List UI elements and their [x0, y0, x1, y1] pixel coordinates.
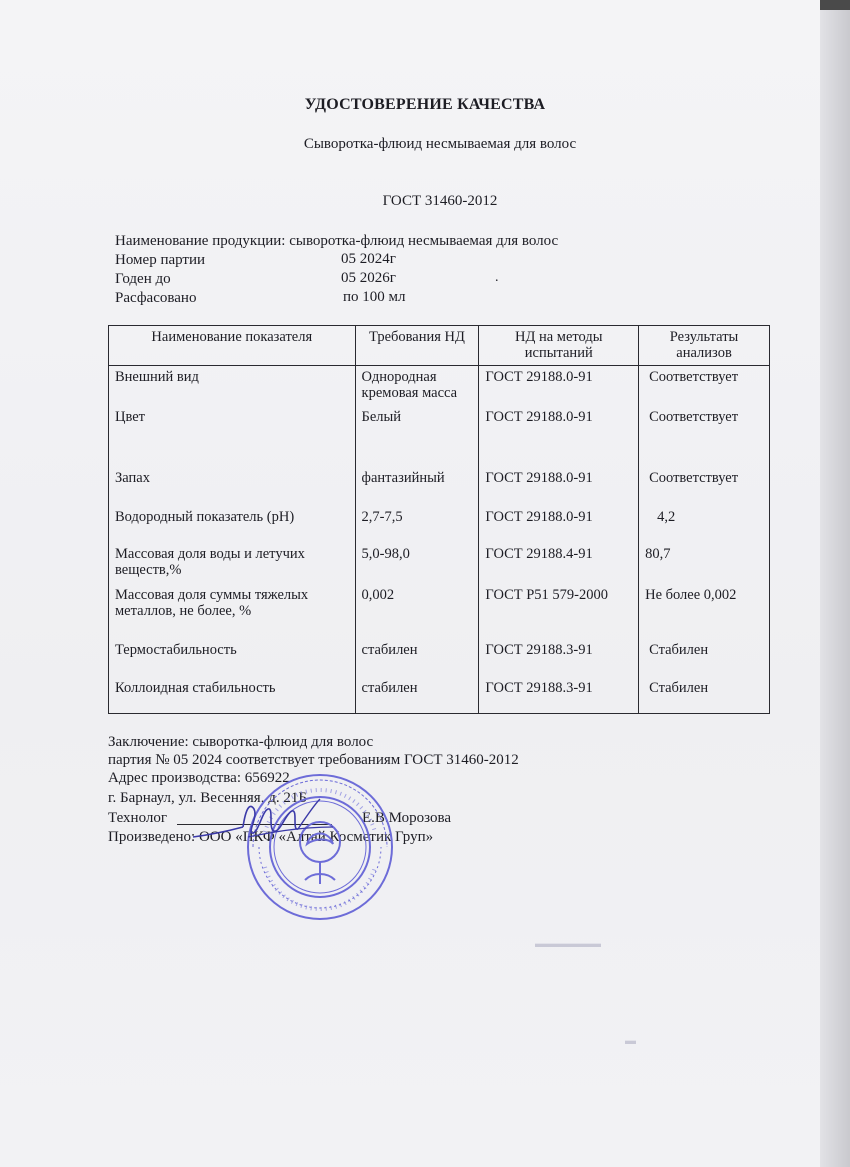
faint-bleed-through: ▬▬▬▬▬▬ — [535, 938, 601, 950]
cell-indicator: Внешний вид — [109, 366, 356, 406]
cell-result: Не более 0,002 — [639, 584, 770, 639]
header-requirements: Требования НД — [355, 326, 479, 366]
cell-method: ГОСТ 29188.3-91 — [479, 677, 639, 714]
expiry-value: 05 2026г — [341, 270, 396, 286]
cell-result: Стабилен — [639, 677, 770, 714]
cell-method: ГОСТ 29188.0-91 — [479, 467, 639, 506]
standard-reference: ГОСТ 31460-2012 — [382, 193, 498, 209]
cell-requirement: Белый — [355, 406, 479, 467]
cell-requirement: фантазийный — [355, 467, 479, 506]
cell-requirement: 2,7-7,5 — [355, 506, 479, 543]
header-results: Результаты анализов — [639, 326, 770, 366]
cell-indicator: Водородный показатель (pH) — [109, 506, 356, 543]
cell-requirement: Однородная кремовая масса — [355, 366, 479, 406]
cell-indicator: Массовая доля суммы тяжелых металлов, не более, % — [109, 584, 356, 639]
producer-line: Произведено: ООО «ПКФ «Алтай Косметик Груп» — [108, 829, 434, 845]
conclusion-line-2: партия № 05 2024 соответствует требованиям ГОСТ 31460-2012 — [108, 752, 519, 768]
document-title: УДОСТОВЕРЕНИЕ КАЧЕСТВА — [304, 96, 546, 113]
table-row — [109, 366, 770, 406]
cell-method: ГОСТ 29188.0-91 — [479, 506, 639, 543]
technologist-label: Технолог — [108, 810, 168, 826]
cell-result: Соответствует — [639, 366, 770, 406]
company-stamp-icon — [245, 772, 395, 922]
batch-number-value: 05 2024г — [341, 251, 396, 267]
page-edge-corner — [820, 0, 850, 10]
table-row — [109, 584, 770, 639]
cell-indicator: Коллоидная стабильность — [109, 677, 356, 714]
cell-indicator: Термостабильность — [109, 639, 356, 677]
table-row — [109, 543, 770, 584]
table-row — [109, 506, 770, 543]
table-row — [109, 639, 770, 677]
address-line-1: Адрес производства: 656922 — [108, 770, 290, 786]
cell-method: ГОСТ 29188.0-91 — [479, 366, 639, 406]
quality-table — [108, 325, 770, 714]
cell-requirement: стабилен — [355, 639, 479, 677]
cell-method: ГОСТ 29188.3-91 — [479, 639, 639, 677]
cell-result: 80,7 — [639, 543, 770, 584]
cell-indicator: Массовая доля воды и летучих веществ,% — [109, 543, 356, 584]
product-name-line: Наименование продукции: сыворотка-флюид несмываемая для волос — [115, 233, 559, 249]
cell-result: Соответствует — [639, 467, 770, 506]
table-row — [109, 467, 770, 506]
header-indicator: Наименование показателя — [109, 326, 356, 366]
cell-method: ГОСТ 29188.4-91 — [479, 543, 639, 584]
page-edge — [820, 0, 850, 1167]
cell-method: ГОСТ 29188.0-91 — [479, 406, 639, 467]
packaging-value: по 100 мл — [343, 289, 406, 305]
product-subtitle: Сыворотка-флюид несмываемая для волос — [303, 136, 577, 152]
table-row — [109, 406, 770, 467]
cell-result: 4,2 — [639, 506, 770, 543]
cell-indicator: Запах — [109, 467, 356, 506]
cell-method: ГОСТ Р51 579-2000 — [479, 584, 639, 639]
faint-bleed-through: ▬ — [625, 1035, 636, 1047]
cell-indicator: Цвет — [109, 406, 356, 467]
conclusion-line-1: Заключение: сыворотка-флюид для волос — [108, 734, 374, 750]
cell-requirement: 5,0-98,0 — [355, 543, 479, 584]
cell-result: Стабилен — [639, 639, 770, 677]
technologist-name: Е.В.Морозова — [362, 810, 452, 826]
address-line-2: г. Барнаул, ул. Весенняя, д. 21Б — [108, 790, 307, 806]
cell-result: Соответствует — [639, 406, 770, 467]
expiry-label: Годен до — [115, 271, 171, 287]
cell-requirement: стабилен — [355, 677, 479, 714]
header-test-methods: НД на методы испытаний — [479, 326, 639, 366]
stray-dot: . — [495, 270, 499, 285]
batch-number-label: Номер партии — [115, 252, 206, 268]
packaging-label: Расфасовано — [115, 290, 197, 306]
table-row — [109, 677, 770, 714]
cell-requirement: 0,002 — [355, 584, 479, 639]
signature-icon — [188, 797, 338, 847]
